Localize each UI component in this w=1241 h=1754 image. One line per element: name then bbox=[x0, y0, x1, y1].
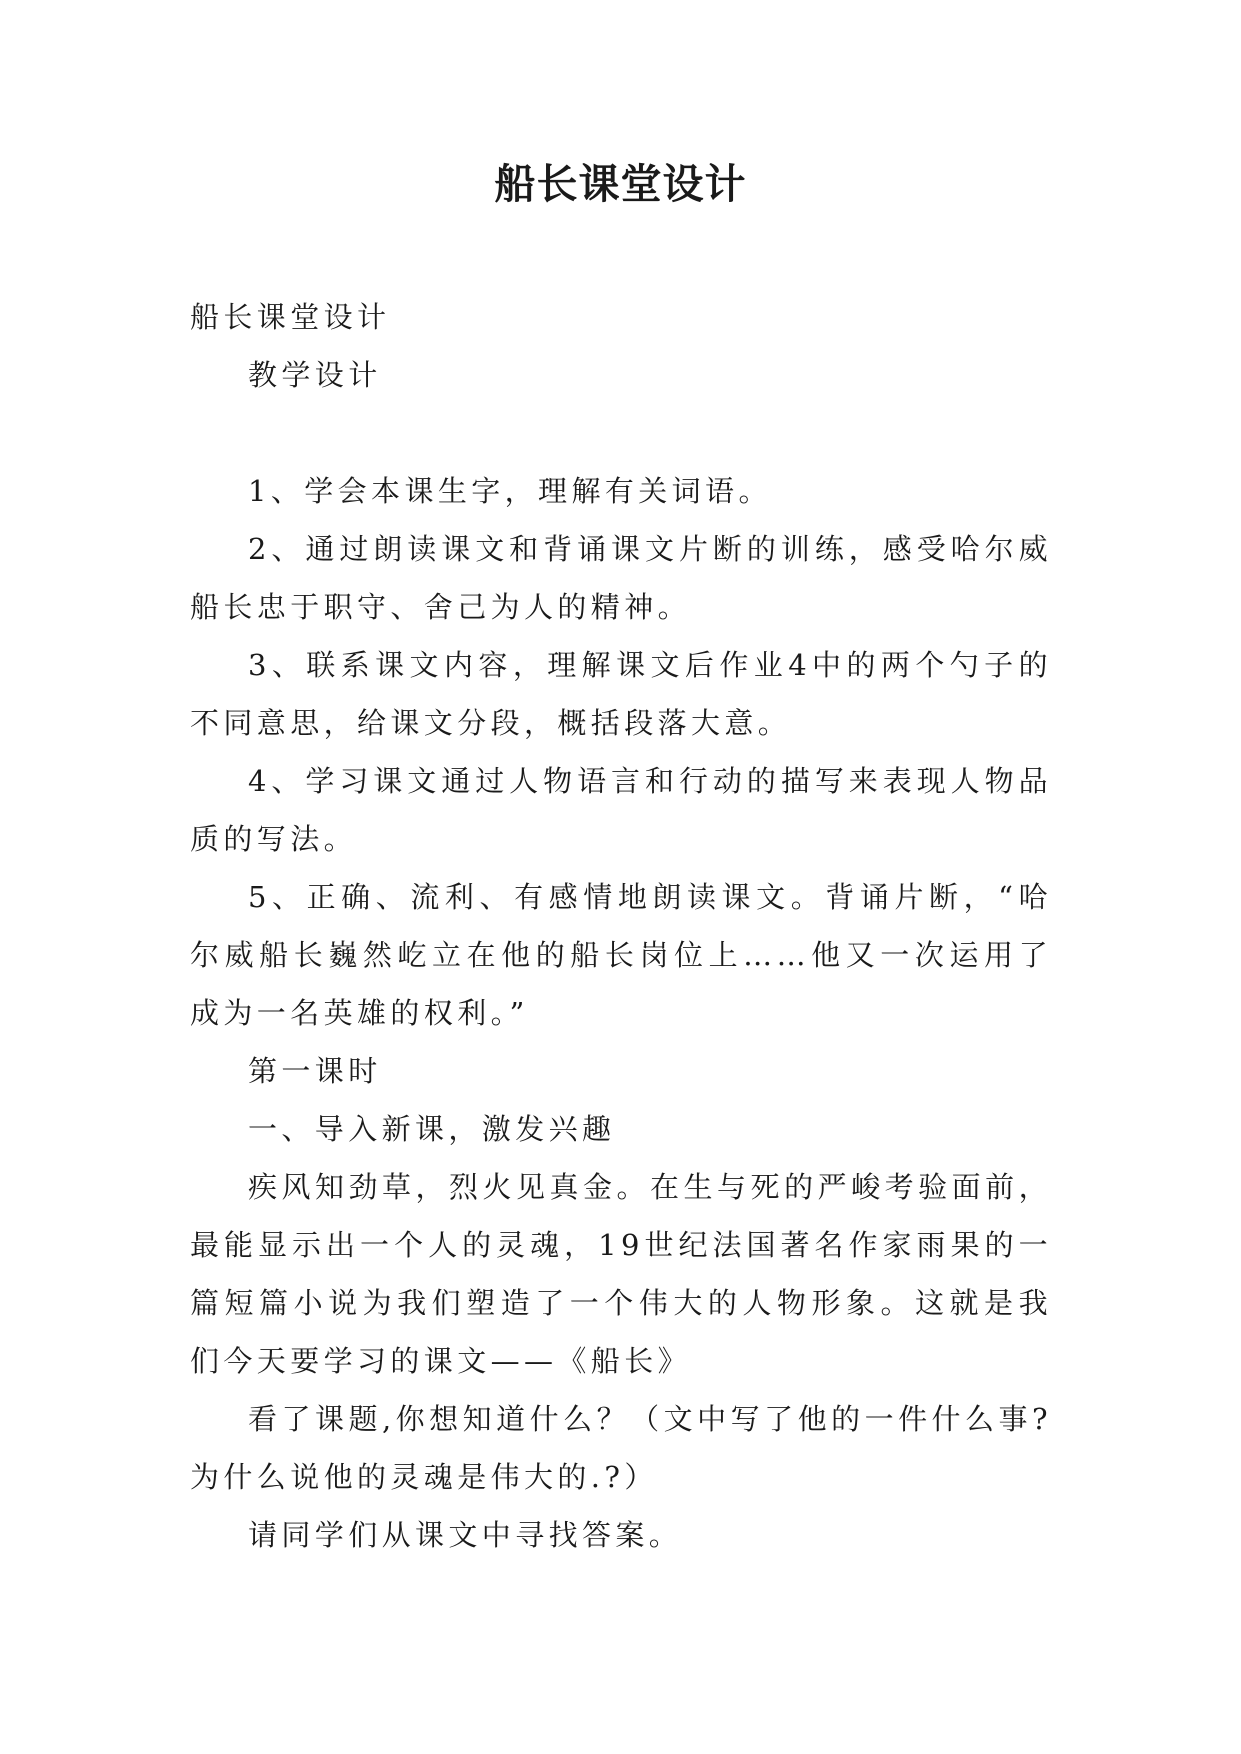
goal-item-1: 1、学会本课生字，理解有关词语。 bbox=[248, 474, 772, 508]
blank-line bbox=[190, 404, 1052, 462]
goal-item-3: 3、联系课文内容，理解课文后作业4中的两个勺子的不同意思，给课文分段，概括段落大意。 bbox=[190, 648, 1052, 740]
question-paragraph: 看了课题,你想知道什么？（文中写了他的一件什么事?为什么说他的灵魂是伟大的.?） bbox=[190, 1402, 1052, 1494]
document-body bbox=[190, 288, 1052, 1564]
goal-item-4: 4、学习课文通过人物语言和行动的描写来表现人物品质的写法。 bbox=[190, 764, 1052, 856]
goal-item-2: 2、通过朗读课文和背诵课文片断的训练，感受哈尔威船长忠于职守、舍己为人的精神。 bbox=[190, 532, 1052, 624]
lesson-label: 第一课时 bbox=[248, 1054, 382, 1088]
subtitle: 船长课堂设计 bbox=[190, 300, 391, 334]
section-label: 教学设计 bbox=[248, 358, 382, 392]
document-title: 船长课堂设计 bbox=[494, 160, 747, 208]
step-heading: 一、导入新课，激发兴趣 bbox=[248, 1112, 616, 1146]
closing-paragraph: 请同学们从课文中寻找答案。 bbox=[248, 1518, 683, 1552]
intro-paragraph: 疾风知劲草，烈火见真金。在生与死的严峻考验面前，最能显示出一个人的灵魂，19世纪法国著名作家雨果的一篇短篇小说为我们塑造了一个伟大的人物形象。这就是我们今天要学习的课文——《船长》 bbox=[190, 1170, 1052, 1378]
goal-item-5: 5、正确、流利、有感情地朗读课文。背诵片断，“哈尔威船长巍然屹立在他的船长岗位上……他又一次运用了成为一名英雄的权利。” bbox=[190, 880, 1052, 1030]
